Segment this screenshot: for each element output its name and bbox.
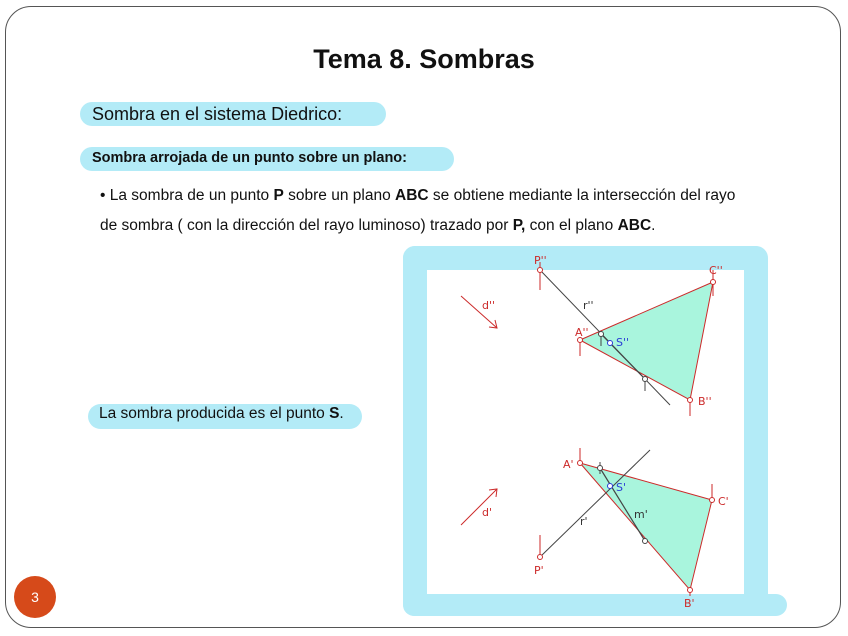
triangle-abc-vertical — [580, 282, 713, 400]
label-a2: A'' — [575, 326, 589, 339]
label-c2: C'' — [709, 264, 723, 277]
bullet: • — [100, 187, 106, 204]
vertical-projection — [461, 254, 723, 416]
label-b2: B'' — [698, 395, 712, 408]
label-r1: r' — [580, 515, 588, 528]
label-p1: P' — [534, 564, 544, 577]
diagram-frame — [403, 246, 787, 616]
shadow-note: La sombra producida es el punto S. — [88, 404, 362, 429]
subsection-heading: Sombra arrojada de un punto sobre un plano: — [80, 147, 454, 171]
label-s2: S'' — [616, 336, 630, 349]
label-a1: A' — [563, 458, 574, 471]
label-r2: r'' — [583, 299, 594, 312]
label-s1: S' — [616, 481, 627, 494]
explanation-paragraph: • La sombra de un punto P sobre un plano ABC se obtiene mediante la intersección del rayo de sombra ( con la dirección del rayo luminoso) trazado por P, con el plano ABC. — [100, 187, 736, 234]
label-d1: d' — [482, 506, 493, 519]
slide-title: Tema 8. Sombras — [313, 44, 535, 74]
label-p2: P'' — [534, 254, 547, 267]
label-d2: d'' — [482, 299, 496, 312]
label-c1: C' — [718, 495, 729, 508]
triangle-abc-horizontal — [580, 463, 712, 590]
page-number-badge: 3 — [14, 576, 56, 618]
label-m1: m' — [634, 508, 648, 521]
horizontal-projection — [461, 448, 729, 610]
section-heading: Sombra en el sistema Diedrico: — [80, 102, 386, 126]
label-b1: B' — [684, 597, 695, 610]
